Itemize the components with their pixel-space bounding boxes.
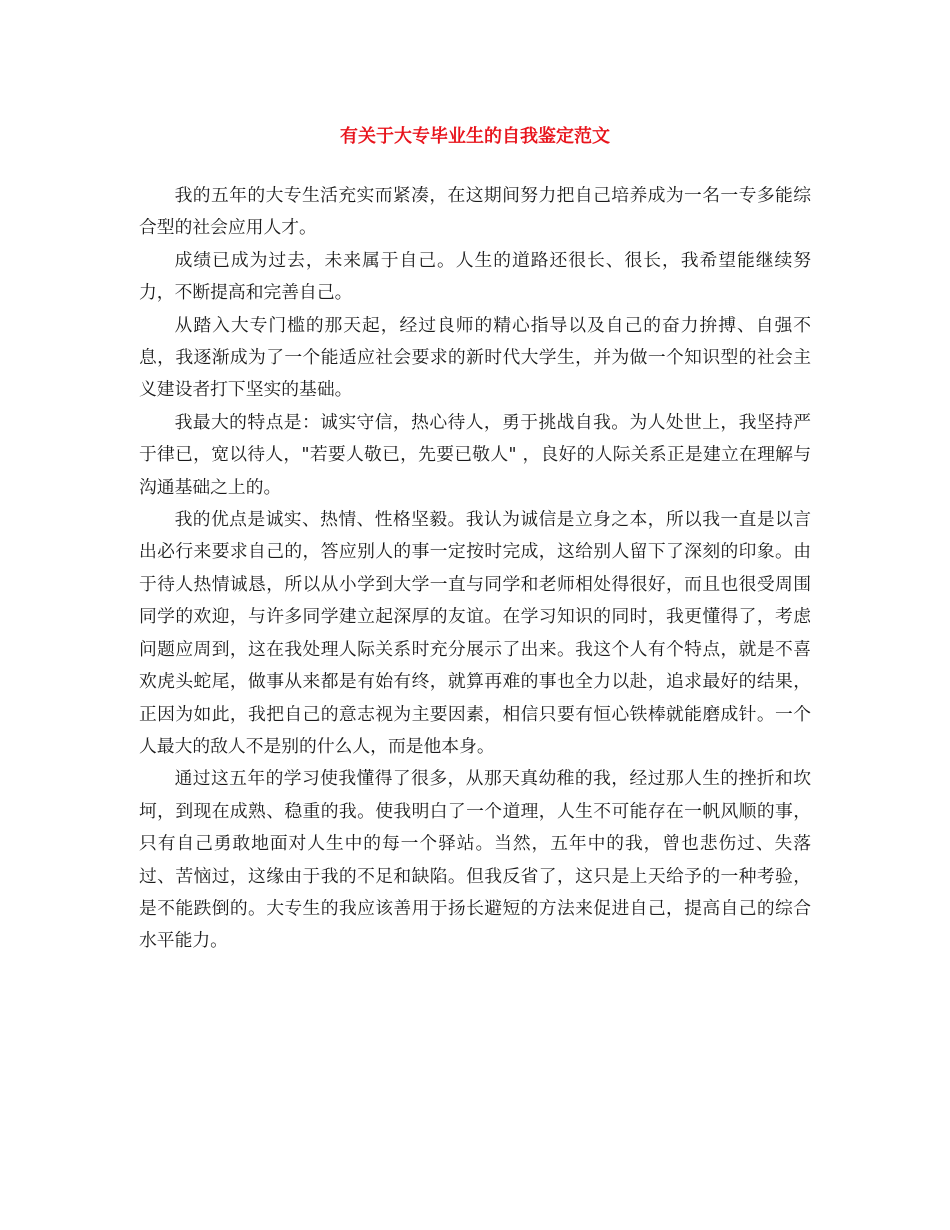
- document-title: 有关于大专毕业生的自我鉴定范文: [340, 126, 610, 147]
- paragraph-2: 成绩已成为过去，未来属于自己。人生的道路还很长、很长，我希望能继续努力，不断提高和完善自己。: [139, 249, 811, 304]
- paragraph-5: 我的优点是诚实、热情、性格坚毅。我认为诚信是立身之本，所以我一直是以言出必行来要求自己的，答应别人的事一定按时完成，这给别人留下了深刻的印象。由于待人热情诚恳，所以从小学到大学一直与同学和老师相处得很好，而且也很受周围同学的欢迎，与许多同学建立起深厚的友谊。在学习知识的同时，我更懂得了，考虑问题应周到，这在我处理人际关系时充分展示了出来。我这个人有个特点，就是不喜欢虎头蛇尾，做事从来都是有始有终，就算再难的事也全力以赴，追求最好的结果，正因为如此，我把自己的意志视为主要因素，相信只要有恒心铁棒就能磨成针。一个人最大的敌人不是别的什么人，而是他本身。: [139, 509, 811, 757]
- paragraph-3: 从踏入大专门槛的那天起，经过良师的精心指导以及自己的奋力拚搏、自强不息，我逐渐成为了一个能适应社会要求的新时代大学生，并为做一个知识型的社会主义建设者打下坚实的基础。: [139, 314, 811, 401]
- paragraph-6: 通过这五年的学习使我懂得了很多，从那天真幼稚的我，经过那人生的挫折和坎坷，到现在成熟、稳重的我。使我明白了一个道理，人生不可能存在一帆风顺的事，只有自己勇敢地面对人生中的每一个驿站。当然，五年中的我，曾也悲伤过、失落过、苦恼过，这缘由于我的不足和缺陷。但我反省了，这只是上天给予的一种考验，是不能跌倒的。大专生的我应该善用于扬长避短的方法来促进自己，提高自己的综合水平能力。: [139, 768, 811, 952]
- paragraph-4: 我最大的特点是：诚实守信，热心待人，勇于挑战自我。为人处世上，我坚持严于律已，宽以待人，"若要人敬已，先要已敬人" ，良好的人际关系正是建立在理解与沟通基础之上的。: [139, 411, 811, 498]
- document-body: [139, 180, 811, 958]
- paragraph-1: 我的五年的大专生活充实而紧凑，在这期间努力把自己培养成为一名一专多能综合型的社会应用人才。: [139, 185, 811, 239]
